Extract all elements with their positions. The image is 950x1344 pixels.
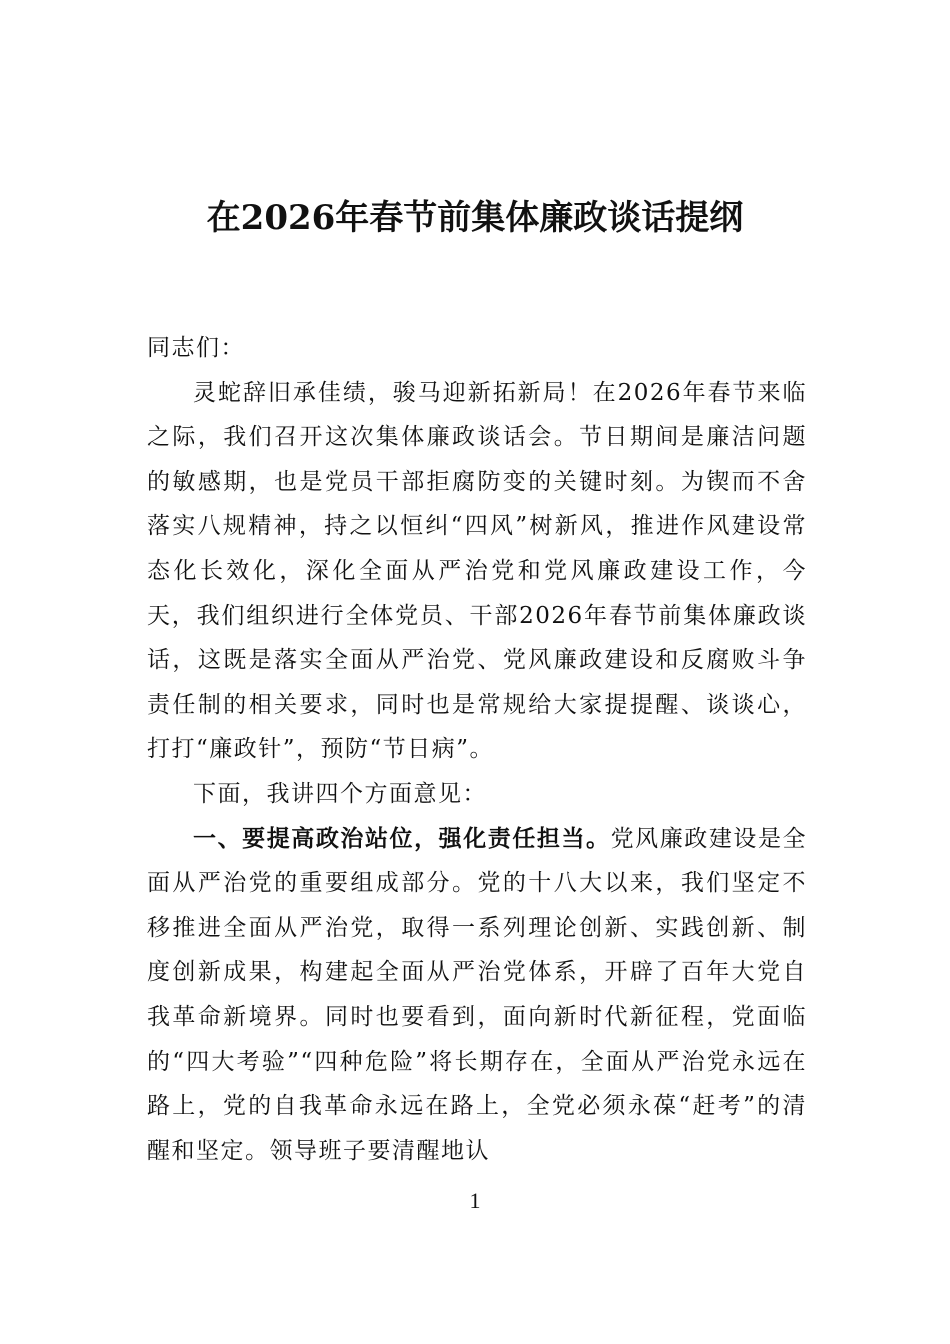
document-title: 在2026年春节前集体廉政谈话提纲 (206, 198, 744, 238)
page-number: 1 (469, 1188, 481, 1213)
section-one-text: 党风廉政建设是全面从严治党的重要组成部分。党的十八大以来，我们坚定不移推进全面从严治党，取得一系列理论创新、实践创新、制度创新成果，构建起全面从严治党体系，开辟了百年大党自我革命新境界。同时也要看到，面向新时代新征程，党面临的“四大考验”“四种危险”将长期存在，全面从严治党永远在路上，党的自我革命永远在路上，全党必须永葆“赶考”的清醒和坚定。领导班子要清醒地认 (147, 825, 807, 1164)
salutation: 同志们： (147, 335, 245, 361)
section-one-paragraph (147, 817, 807, 1174)
paragraph-outline-intro: 下面，我讲四个方面意见： (193, 780, 487, 807)
paragraph-intro: 灵蛇辞旧承佳绩，骏马迎新拓新局！在2026年春节来临之际，我们召开这次集体廉政谈话会。节日期间是廉洁问题的敏感期，也是党员干部拒腐防变的关键时刻。为锲而不舍落实八规精神，持之以恒纠“四风”树新风，推进作风建设常态化长效化，深化全面从严治党和党风廉政建设工作，今天，我们组织进行全体党员、干部2026年春节前集体廉政谈话，这既是落实全面从严治党、党风廉政建设和反腐败斗争责任制的相关要求，同时也是常规给大家提提醒、谈谈心，打打“廉政针”，预防“节日病”。 (147, 379, 807, 763)
document-body (147, 326, 807, 1173)
section-one-heading: 一、要提高政治站位，强化责任担当。 (193, 825, 611, 852)
